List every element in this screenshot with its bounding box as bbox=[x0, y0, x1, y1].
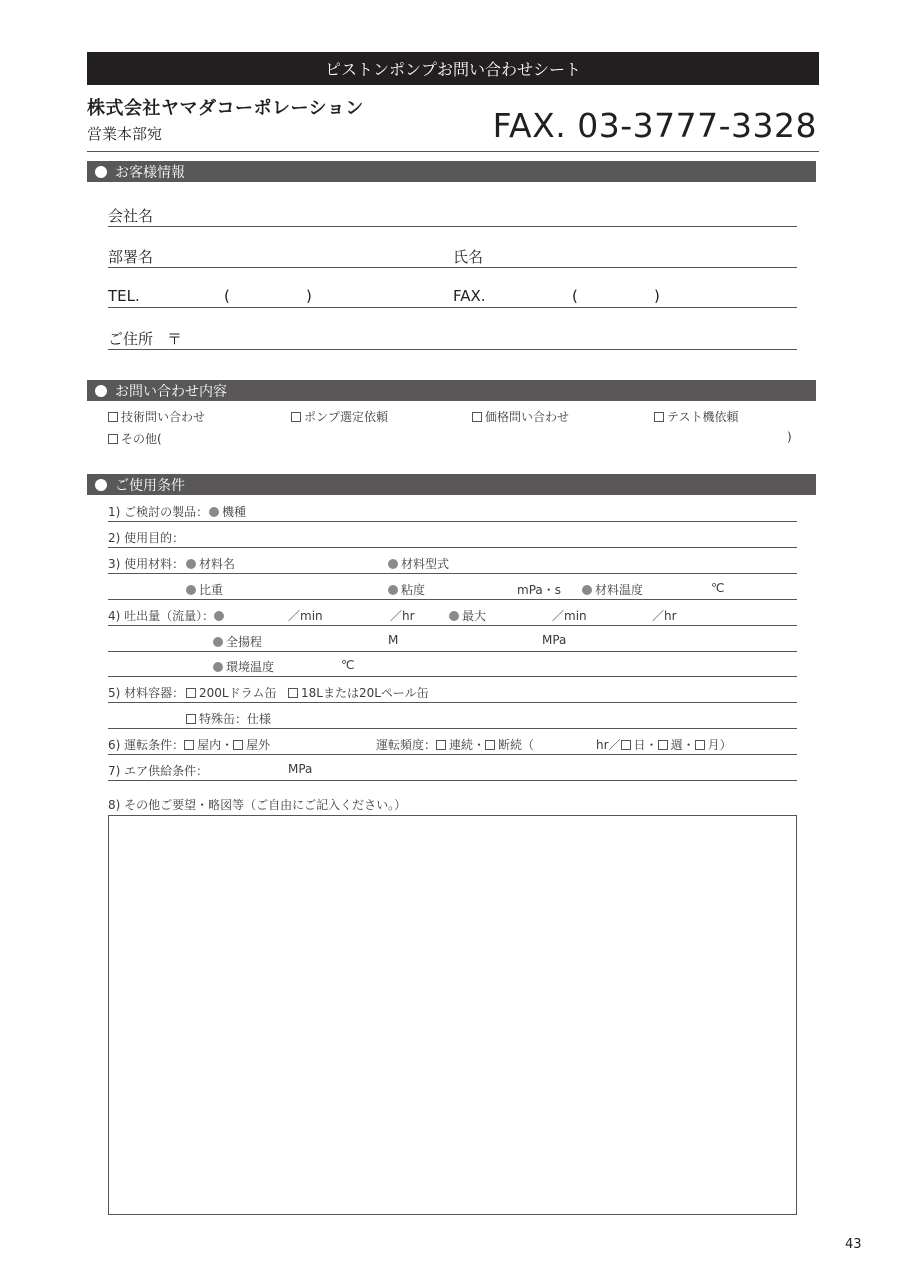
tel-paren-open: ( bbox=[224, 287, 230, 305]
total-head-label: 全揚程 bbox=[213, 633, 262, 650]
material-label: 3) 使用材料： bbox=[108, 557, 185, 571]
container-special-option[interactable]: 特殊缶：仕様 bbox=[186, 710, 271, 727]
row-line[interactable] bbox=[108, 780, 797, 781]
checkbox-icon[interactable] bbox=[658, 740, 668, 750]
container-label: 5) 材料容器： bbox=[108, 686, 185, 700]
address-label: ご住所 bbox=[108, 330, 154, 348]
section-inquiry bbox=[87, 380, 816, 401]
checkbox-icon[interactable] bbox=[472, 412, 482, 422]
bullet-icon bbox=[95, 166, 107, 178]
row-line[interactable] bbox=[108, 676, 797, 677]
row-line[interactable] bbox=[108, 599, 797, 600]
container-drum-option[interactable]: 200Lドラム缶 bbox=[186, 684, 276, 701]
material-temp-label: 材料温度 bbox=[582, 581, 643, 598]
bullet-dot-icon bbox=[209, 507, 219, 517]
checkbox-icon[interactable] bbox=[288, 688, 298, 698]
bullet-dot-icon bbox=[582, 585, 592, 595]
purpose-label: 2) 使用目的： bbox=[108, 531, 185, 545]
row-line[interactable] bbox=[108, 754, 797, 755]
checkbox-icon[interactable] bbox=[436, 740, 446, 750]
tel-paren-close: ) bbox=[306, 287, 312, 305]
checkbox-icon[interactable] bbox=[186, 714, 196, 724]
operation-label: 6) 運転条件： 屋内・ 屋外 bbox=[108, 738, 271, 752]
checkbox-icon[interactable] bbox=[186, 688, 196, 698]
inquiry-other-close: ) bbox=[787, 430, 792, 444]
bullet-dot-icon bbox=[186, 585, 196, 595]
fax-paren-open: ( bbox=[572, 287, 578, 305]
checkbox-icon[interactable] bbox=[621, 740, 631, 750]
checkbox-icon[interactable] bbox=[233, 740, 243, 750]
section-heading: お問い合わせ内容 bbox=[115, 383, 227, 400]
row-line[interactable] bbox=[108, 728, 797, 729]
fax-paren-close: ) bbox=[654, 287, 660, 305]
bullet-dot-icon bbox=[214, 611, 224, 621]
checkbox-icon[interactable] bbox=[108, 412, 118, 422]
bullet-dot-icon bbox=[213, 662, 223, 672]
total-head-unit-mpa: MPa bbox=[542, 633, 567, 647]
fax-number: FAX. 03-3777-3328 bbox=[492, 106, 817, 145]
company-name-field[interactable] bbox=[108, 226, 797, 227]
max-flow-unit-hr: ／hr bbox=[652, 609, 677, 623]
bullet-dot-icon bbox=[213, 637, 223, 647]
row-line[interactable] bbox=[108, 573, 797, 574]
air-supply-unit: MPa bbox=[288, 762, 313, 776]
checkbox-icon[interactable] bbox=[695, 740, 705, 750]
checkbox-icon[interactable] bbox=[184, 740, 194, 750]
other-requests-label: 8) その他ご要望・略図等（ご自由にご記入ください。） bbox=[108, 798, 407, 812]
company-name-label: 会社名 bbox=[108, 207, 154, 225]
bullet-dot-icon bbox=[449, 611, 459, 621]
model-label: 機種 bbox=[209, 503, 246, 520]
postal-mark: 〒 bbox=[167, 330, 183, 348]
sheet-title-bar bbox=[87, 52, 819, 85]
row-line[interactable] bbox=[108, 702, 797, 703]
checkbox-icon[interactable] bbox=[654, 412, 664, 422]
bullet-icon bbox=[95, 479, 107, 491]
section-customer-info bbox=[87, 161, 816, 182]
section-usage-conditions bbox=[87, 474, 816, 495]
max-flow-label: 最大 bbox=[449, 607, 486, 624]
department-addressee: 営業本部宛 bbox=[87, 125, 163, 143]
inquiry-option-selection[interactable]: ポンプ選定依頼 bbox=[291, 408, 388, 425]
viscosity-unit: mPa・s bbox=[517, 583, 561, 597]
total-head-unit-m: M bbox=[388, 633, 399, 647]
inquiry-option-other[interactable]: その他( bbox=[108, 430, 162, 447]
section-heading: ご使用条件 bbox=[115, 477, 185, 494]
department-label: 部署名 bbox=[108, 248, 154, 266]
checkbox-icon[interactable] bbox=[485, 740, 495, 750]
ambient-temp-label: 環境温度 bbox=[213, 658, 274, 675]
page-number: 43 bbox=[845, 1237, 862, 1252]
viscosity-label: 粘度 bbox=[388, 581, 425, 598]
material-temp-unit: ℃ bbox=[711, 581, 725, 595]
row-line[interactable] bbox=[108, 521, 797, 522]
department-name-field[interactable] bbox=[108, 267, 797, 268]
row-line[interactable] bbox=[108, 547, 797, 548]
inquiry-option-price[interactable]: 価格問い合わせ bbox=[472, 408, 569, 425]
tel-fax-field[interactable] bbox=[108, 307, 797, 308]
material-name-label: 材料名 bbox=[186, 555, 235, 572]
bullet-dot-icon bbox=[388, 559, 398, 569]
flow-rate-label: 4) 吐出量（流量）： bbox=[108, 607, 227, 624]
material-type-label: 材料型式 bbox=[388, 555, 449, 572]
operation-period: hr／ 日・ 週・ 月） bbox=[596, 738, 732, 752]
specific-gravity-label: 比重 bbox=[186, 581, 223, 598]
bullet-dot-icon bbox=[186, 559, 196, 569]
person-name-label: 氏名 bbox=[453, 248, 484, 266]
free-entry-box[interactable] bbox=[108, 815, 797, 1215]
checkbox-icon[interactable] bbox=[291, 412, 301, 422]
container-pail-option[interactable]: 18Lまたは20Lペール缶 bbox=[288, 684, 429, 701]
flow-unit-min: ／min bbox=[288, 609, 323, 623]
address-field[interactable] bbox=[108, 349, 797, 350]
bullet-icon bbox=[95, 385, 107, 397]
section-heading: お客様情報 bbox=[115, 164, 185, 181]
max-flow-unit-min: ／min bbox=[552, 609, 587, 623]
product-label: 1) ご検討の製品： bbox=[108, 505, 209, 519]
tel-label: TEL. bbox=[108, 287, 140, 305]
air-supply-label: 7) エア供給条件： bbox=[108, 764, 209, 778]
operation-frequency: 運転頻度： 連続・ 断続（ bbox=[376, 738, 535, 752]
row-line[interactable] bbox=[108, 651, 797, 652]
fax-label: FAX. bbox=[453, 287, 486, 305]
inquiry-option-test-unit[interactable]: テスト機依頼 bbox=[654, 408, 739, 425]
bullet-dot-icon bbox=[388, 585, 398, 595]
sheet-title: ピストンポンプお問い合わせシート bbox=[324, 60, 581, 79]
company-name: 株式会社ヤマダコーポレーション bbox=[87, 98, 364, 119]
ambient-temp-unit: ℃ bbox=[341, 658, 355, 672]
header-divider bbox=[87, 151, 819, 152]
checkbox-icon[interactable] bbox=[108, 434, 118, 444]
row-line[interactable] bbox=[108, 625, 797, 626]
inquiry-option-technical[interactable]: 技術問い合わせ bbox=[108, 408, 205, 425]
flow-unit-hr: ／hr bbox=[390, 609, 415, 623]
